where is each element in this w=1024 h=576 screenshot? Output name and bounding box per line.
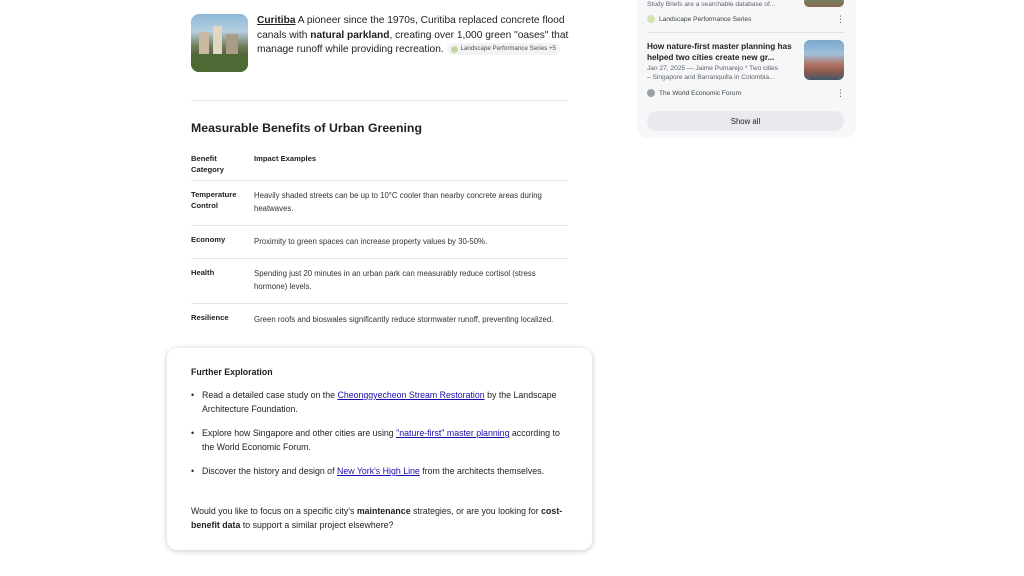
benefits-table [191, 150, 568, 344]
closing-bold: cost-benefit data [191, 506, 563, 530]
nature-first-link[interactable]: "nature-first" master planning [396, 428, 510, 438]
closing-question [191, 504, 571, 532]
table-row [191, 181, 568, 226]
closing-text: strategies, or are you looking for [410, 506, 542, 516]
list-item [191, 464, 571, 478]
more-options-icon[interactable]: ⋮ [836, 14, 845, 24]
source-card-title[interactable]: How nature-first master planning has helped two cities create new gr... [647, 42, 792, 62]
source-attribution[interactable] [647, 15, 751, 23]
curitiba-paragraph [257, 14, 569, 58]
curitiba-thumbnail[interactable] [191, 14, 248, 72]
table-row [191, 304, 568, 344]
bullet-text: Read a detailed case study on the [202, 390, 338, 400]
row-impact: Green roofs and bioswales significantly reduce stormwater runoff, preventing localized. [254, 315, 554, 324]
high-line-link[interactable]: New York's High Line [336, 466, 420, 476]
bullet-text: Explore how Singapore and other cities are using [202, 428, 397, 438]
closing-text: Would you like to focus on a specific city's [191, 506, 357, 516]
source-name: Landscape Performance Series [659, 15, 752, 23]
show-all-button[interactable]: Show all [647, 111, 844, 131]
source-thumbnail[interactable] [804, 40, 844, 80]
bullet-text: from the architects themselves. [419, 466, 545, 476]
source-meta: Jan 27, 2025 — Jaime Pumarejo * Two cities [647, 65, 779, 72]
source-favicon-icon [451, 46, 458, 53]
source-meta: – Singapore and Barranquilla in Colombia... [647, 74, 775, 81]
further-exploration-title: Further Exploration [191, 367, 273, 377]
closing-text: to support a similar project elsewhere? [240, 520, 394, 530]
cheonggyecheon-link[interactable]: Cheonggyecheon Stream Restoration [337, 390, 485, 400]
source-chip-label: Landscape Performance Series +5 [460, 45, 556, 53]
source-name: The World Economic Forum [659, 89, 741, 97]
table-row [191, 259, 568, 304]
source-thumbnail[interactable] [804, 0, 844, 7]
source-favicon-icon [647, 15, 655, 23]
row-impact: Heavily shaded streets can be up to 10°C cooler than nearby concrete areas during heatwaves. [254, 191, 542, 213]
exploration-list [191, 388, 571, 488]
source-chip[interactable] [447, 43, 560, 55]
curitiba-bold-1: natural parkland [310, 29, 390, 41]
list-item [191, 388, 571, 416]
more-options-icon[interactable]: ⋮ [836, 88, 845, 98]
benefits-heading: Measurable Benefits of Urban Greening [191, 121, 422, 135]
curitiba-text-2: , creating over 1,000 green "oases" that manage runoff while providing recreation. [257, 29, 569, 55]
row-impact: Spending just 20 minutes in an urban park can measurably reduce cortisol (stress hormone) levels. [254, 269, 536, 291]
row-impact: Proximity to green spaces can increase property values by 30-50%. [254, 237, 488, 246]
row-category: Temperature Control [191, 190, 237, 210]
further-exploration-card [167, 348, 592, 550]
sidebar-divider [647, 32, 844, 33]
table-row [191, 226, 568, 259]
table-header [191, 150, 568, 181]
row-category: Economy [191, 235, 226, 244]
section-divider [191, 100, 568, 101]
header-benefit-category: Benefit Category [191, 154, 224, 174]
source-snippet: Study Briefs are a searchable database of... [647, 1, 776, 8]
bullet-text: by the Landscape Architecture Foundation. [202, 390, 557, 414]
source-attribution[interactable] [647, 89, 741, 97]
curitiba-link[interactable]: Curitiba [257, 15, 296, 26]
bullet-text: according to the World Economic Forum. [202, 428, 560, 452]
closing-bold: maintenance [356, 506, 411, 516]
curitiba-text-1: A pioneer since the 1970s, Curitiba replaced concrete flood canals with [257, 15, 565, 41]
bullet-text: Discover the history and design of [202, 466, 337, 476]
header-impact-examples: Impact Examples [254, 154, 317, 163]
source-favicon-icon [647, 89, 655, 97]
list-item [191, 426, 571, 454]
row-category: Health [191, 268, 215, 277]
row-category: Resilience [191, 313, 229, 322]
